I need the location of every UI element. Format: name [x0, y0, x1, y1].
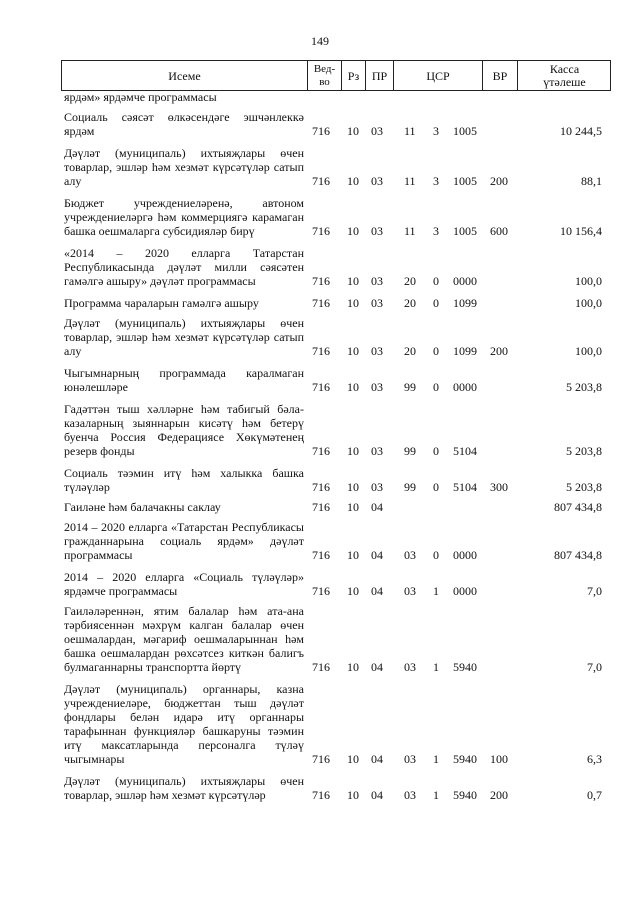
table-header: [61, 60, 611, 91]
cell-sum: 5 203,8: [566, 380, 602, 394]
cell-rz: 10: [347, 296, 359, 310]
row-name: Гаиләләреннән, ятим балалар һәм ата-ана тәрбиясеннән мәхрүм калган балалар өчен оешмалардан, мәгариф оешмаларыннан һәм башка оешмалардан рөхсәтсез киткән балигъ булмаганнарны транспортта йөртү: [64, 604, 304, 674]
cell-csr3: 5940: [453, 660, 477, 674]
cell-rz: 10: [347, 788, 359, 802]
cell-ved: 716: [312, 752, 330, 766]
cell-sum: 100,0: [575, 344, 602, 358]
cell-ved: 716: [312, 584, 330, 598]
cell-sum: 7,0: [587, 660, 602, 674]
row-name: «2014 – 2020 елларга Татарстан Республикасында дәүләт милли сәясәтен гамәлгә ашыру» дәүләт программасы: [64, 246, 304, 288]
cell-pr: 03: [371, 344, 383, 358]
cell-rz: 10: [347, 274, 359, 288]
cell-csr1: 03: [404, 752, 416, 766]
cell-pr: 03: [371, 444, 383, 458]
cell-sum: 807 434,8: [554, 500, 602, 514]
cell-rz: 10: [347, 124, 359, 138]
header-rz: Рз: [341, 61, 365, 90]
cell-csr3: 0000: [453, 548, 477, 562]
cell-sum: 10 244,5: [560, 124, 602, 138]
cell-csr2: 0: [433, 548, 439, 562]
cell-csr1: 03: [404, 788, 416, 802]
cell-pr: 04: [371, 548, 383, 562]
cell-csr1: 03: [404, 584, 416, 598]
table-body: [64, 110, 612, 810]
cell-ved: 716: [312, 660, 330, 674]
cell-rz: 10: [347, 480, 359, 494]
cell-sum: 7,0: [587, 584, 602, 598]
cell-sum: 100,0: [575, 274, 602, 288]
cell-pr: 04: [371, 500, 383, 514]
table-row: [64, 466, 612, 494]
cell-pr: 03: [371, 174, 383, 188]
cell-pr: 04: [371, 660, 383, 674]
cell-ved: 716: [312, 224, 330, 238]
cell-csr3: 5104: [453, 444, 477, 458]
cell-csr2: 3: [433, 224, 439, 238]
table-row: [64, 110, 612, 138]
cell-ved: 716: [312, 296, 330, 310]
row-name: Чыгымнарның программада каралмаган юнәлешләре: [64, 366, 304, 394]
cell-csr1: 99: [404, 444, 416, 458]
cell-csr3: 1099: [453, 344, 477, 358]
cell-csr1: 11: [404, 224, 416, 238]
cell-csr2: 0: [433, 344, 439, 358]
cell-pr: 03: [371, 224, 383, 238]
table-row: [64, 500, 612, 514]
row-name: Программа чараларын гамәлгә ашыру: [64, 296, 259, 310]
cell-csr2: 3: [433, 174, 439, 188]
table-row: [64, 520, 612, 562]
row-name: Бюджет учреждениеләренә, автоном учреждениеләргә һәм коммерциягә карамаган башка оешмаларга субсидияләр бирү: [64, 196, 304, 238]
header-ved: Вед- во: [307, 61, 341, 90]
cell-pr: 03: [371, 380, 383, 394]
cell-csr3: 1005: [453, 224, 477, 238]
table-row: [64, 246, 612, 288]
cell-vr: 200: [490, 174, 508, 188]
row-name: Гаиләне һәм балачакны саклау: [64, 500, 221, 514]
header-name: Исеме: [168, 68, 201, 83]
cell-csr2: 0: [433, 274, 439, 288]
table-row: [64, 316, 612, 358]
cell-csr3: 5104: [453, 480, 477, 494]
row-name: 2014 – 2020 елларга «Татарстан Республикасы гражданнарына социаль ярдәм» дәүләт программасы: [64, 520, 304, 562]
cell-rz: 10: [347, 500, 359, 514]
cell-vr: 100: [490, 752, 508, 766]
cell-ved: 716: [312, 344, 330, 358]
cell-csr3: 1099: [453, 296, 477, 310]
cell-ved: 716: [312, 274, 330, 288]
cell-csr1: 99: [404, 380, 416, 394]
cell-csr3: 0000: [453, 380, 477, 394]
cell-rz: 10: [347, 584, 359, 598]
table-row: [64, 682, 612, 766]
cell-ved: 716: [312, 480, 330, 494]
cell-ved: 716: [312, 124, 330, 138]
cell-vr: 600: [490, 224, 508, 238]
continuation-text: ярдәм» ярдәмче программасы: [64, 90, 217, 104]
cell-sum: 6,3: [587, 752, 602, 766]
cell-sum: 100,0: [575, 296, 602, 310]
cell-csr2: 3: [433, 124, 439, 138]
cell-pr: 04: [371, 788, 383, 802]
cell-rz: 10: [347, 224, 359, 238]
cell-csr1: 03: [404, 660, 416, 674]
cell-sum: 10 156,4: [560, 224, 602, 238]
cell-csr2: 1: [433, 660, 439, 674]
cell-sum: 5 203,8: [566, 444, 602, 458]
cell-csr1: 11: [404, 124, 416, 138]
cell-pr: 03: [371, 480, 383, 494]
cell-sum: 5 203,8: [566, 480, 602, 494]
cell-sum: 807 434,8: [554, 548, 602, 562]
cell-rz: 10: [347, 548, 359, 562]
header-vr: ВР: [482, 61, 517, 90]
cell-csr2: 1: [433, 752, 439, 766]
row-name: Дәүләт (муниципаль) ихтыяҗлары өчен товарлар, эшләр һәм хезмәт күрсәтүләр сатып алу: [64, 316, 304, 358]
cell-rz: 10: [347, 380, 359, 394]
cell-csr2: 0: [433, 444, 439, 458]
cell-csr1: 20: [404, 274, 416, 288]
row-name: Дәүләт (муниципаль) органнары, казна учреждениеләре, бюджеттан тыш дәүләт фондлары белән идарә итү органнары тарафыннан функцияләр башкаруны тәэмин итү максатларында персоналга түләү чыгымнары: [64, 682, 304, 766]
table-row: [64, 774, 612, 802]
cell-csr2: 1: [433, 584, 439, 598]
cell-pr: 04: [371, 584, 383, 598]
header-sum: Касса үтәлеше: [517, 61, 611, 90]
table-row: [64, 296, 612, 310]
cell-csr3: 0000: [453, 274, 477, 288]
header-pr: ПР: [365, 61, 393, 90]
page-number: 149: [311, 34, 329, 48]
table-row: [64, 146, 612, 188]
cell-pr: 03: [371, 124, 383, 138]
cell-rz: 10: [347, 344, 359, 358]
row-name: Дәүләт (муниципаль) ихтыяҗлары өчен товарлар, эшләр һәм хезмәт күрсәтүләр сатып алу: [64, 146, 304, 188]
cell-rz: 10: [347, 174, 359, 188]
cell-csr3: 1005: [453, 174, 477, 188]
cell-ved: 716: [312, 444, 330, 458]
cell-csr1: 99: [404, 480, 416, 494]
cell-csr3: 1005: [453, 124, 477, 138]
cell-rz: 10: [347, 444, 359, 458]
cell-csr1: 20: [404, 344, 416, 358]
row-name: Социаль сәясәт өлкәсендәге эшчәнлеккә ярдәм: [64, 110, 304, 138]
cell-vr: 200: [490, 788, 508, 802]
cell-rz: 10: [347, 752, 359, 766]
table-row: [64, 402, 612, 458]
cell-sum: 0,7: [587, 788, 602, 802]
cell-csr1: 11: [404, 174, 416, 188]
cell-csr2: 0: [433, 296, 439, 310]
row-name: Гадәттән тыш хәлләрне һәм табигый бәла-казаларның зыяннарын кисәтү һәм бетерү буенча Россия Федерациясе Хөкүмәтенең резерв фонды: [64, 402, 304, 458]
cell-csr1: 20: [404, 296, 416, 310]
cell-csr3: 0000: [453, 584, 477, 598]
cell-ved: 716: [312, 788, 330, 802]
cell-csr2: 0: [433, 480, 439, 494]
table-row: [64, 196, 612, 238]
cell-pr: 04: [371, 752, 383, 766]
table-row: [64, 604, 612, 674]
cell-csr2: 1: [433, 788, 439, 802]
cell-vr: 300: [490, 480, 508, 494]
row-name: Дәүләт (муниципаль) ихтыяҗлары өчен товарлар, эшләр һәм хезмәт күрсәтүләр: [64, 774, 304, 802]
cell-ved: 716: [312, 380, 330, 394]
cell-csr3: 5940: [453, 788, 477, 802]
cell-pr: 03: [371, 274, 383, 288]
cell-ved: 716: [312, 500, 330, 514]
table-row: [64, 570, 612, 598]
cell-csr1: 03: [404, 548, 416, 562]
cell-sum: 88,1: [581, 174, 602, 188]
cell-vr: 200: [490, 344, 508, 358]
cell-rz: 10: [347, 660, 359, 674]
row-name: Социаль тәэмин итү һәм халыкка башка түләүләр: [64, 466, 304, 494]
row-name: 2014 – 2020 елларга «Социаль түләүләр» ярдәмче программасы: [64, 570, 304, 598]
table-row: [64, 366, 612, 394]
cell-ved: 716: [312, 174, 330, 188]
cell-csr3: 5940: [453, 752, 477, 766]
cell-ved: 716: [312, 548, 330, 562]
header-csr: ЦСР: [393, 61, 482, 90]
cell-pr: 03: [371, 296, 383, 310]
cell-csr2: 0: [433, 380, 439, 394]
